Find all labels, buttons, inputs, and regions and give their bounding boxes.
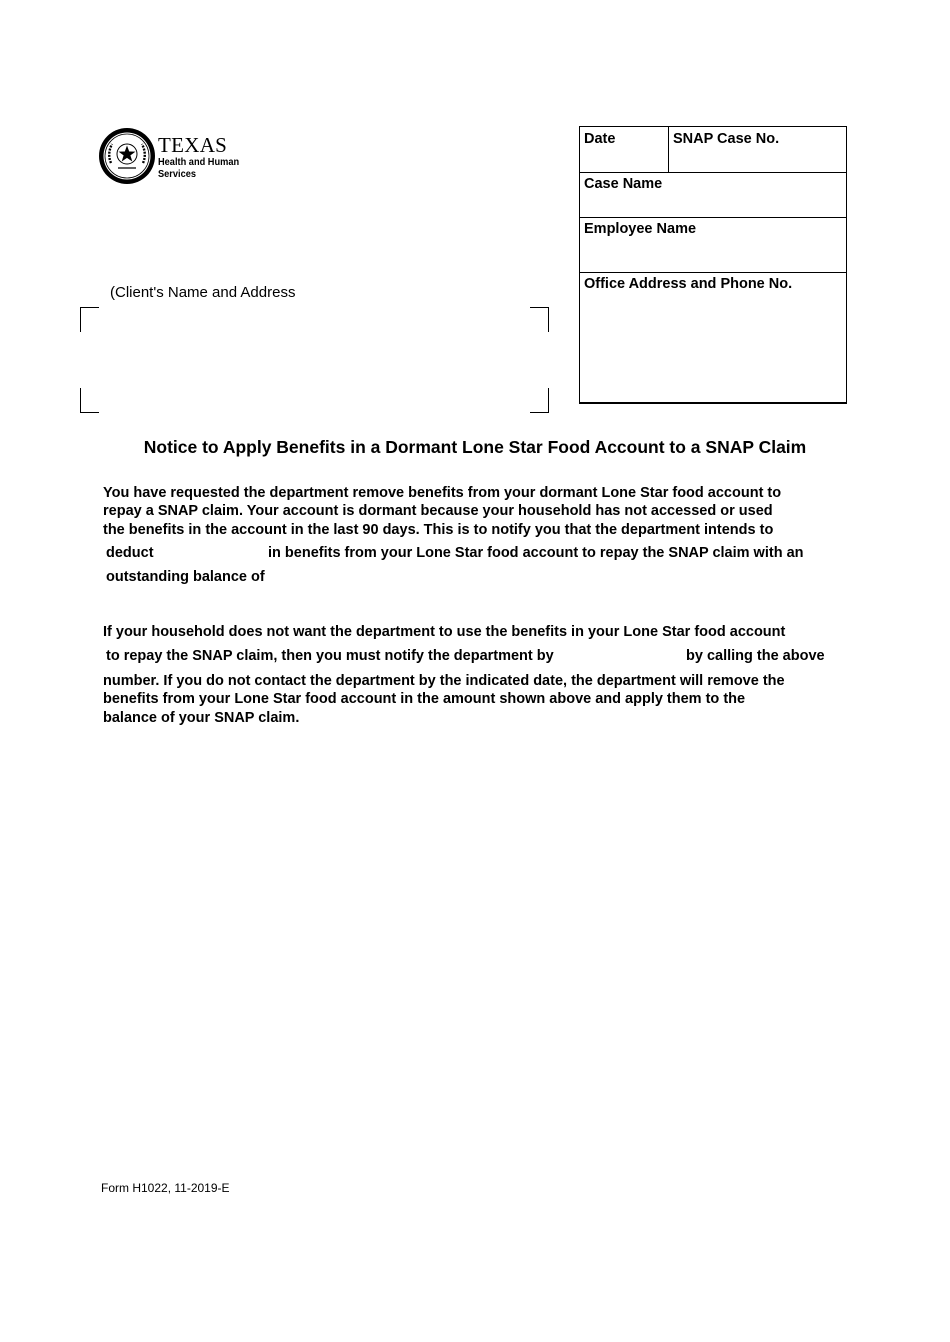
column-divider	[668, 127, 669, 172]
office-address-row	[580, 273, 846, 403]
paragraph-1-balance-label: outstanding balance of	[106, 569, 265, 585]
paragraph-2-line-5: balance of your SNAP claim.	[103, 710, 300, 726]
date-case-no-row	[580, 127, 846, 173]
case-name-label: Case Name	[584, 176, 663, 192]
address-window-corner	[530, 388, 549, 413]
logo-agency-name	[158, 156, 239, 180]
paragraph-1-deduct-label: deduct	[106, 545, 154, 561]
date-label: Date	[584, 131, 616, 147]
client-name-address-label: (Client's Name and Address	[110, 284, 296, 301]
paragraph-2-line-3: number. If you do not contact the department by the indicated date, the department will remove the	[103, 673, 785, 689]
case-name-row	[580, 173, 846, 218]
address-window-corner	[80, 307, 99, 332]
logo-agency-line1: Health and Human	[158, 156, 240, 168]
logo-agency-line2: Services	[158, 168, 197, 180]
address-window-corner	[80, 388, 99, 413]
paragraph-1-line-3: the benefits in the account in the last 90 days. This is to notify you that the department intends to	[103, 522, 774, 538]
snap-case-no-label: SNAP Case No.	[673, 131, 780, 147]
paragraph-1-line-2: repay a SNAP claim. Your account is dormant because your household has not accessed or used	[103, 503, 773, 519]
employee-name-label: Employee Name	[584, 221, 697, 237]
paragraph-2-line-2: to repay the SNAP claim, then you must notify the department by	[106, 648, 554, 664]
paragraph-2-line-2-end: by calling the above	[686, 648, 825, 664]
texas-seal-icon	[98, 127, 156, 185]
paragraph-2-line-4: benefits from your Lone Star food account in the amount shown above and apply them to the	[103, 691, 746, 707]
notice-title: Notice to Apply Benefits in a Dormant Lone Star Food Account to a SNAP Claim	[143, 437, 807, 457]
case-info-box	[579, 126, 847, 404]
paragraph-2-line-1: If your household does not want the department to use the benefits in your Lone Star food account	[103, 624, 786, 640]
office-address-label: Office Address and Phone No.	[584, 276, 793, 292]
logo-state-name: TEXAS	[158, 133, 228, 157]
paragraph-1-line-1: You have requested the department remove benefits from your dormant Lone Star food account to	[103, 485, 782, 501]
address-window-corner	[530, 307, 549, 332]
paragraph-1-line-4: in benefits from your Lone Star food account to repay the SNAP claim with an	[268, 545, 804, 561]
form-number: Form H1022, 11-2019-E	[101, 1181, 230, 1195]
employee-name-row	[580, 218, 846, 273]
